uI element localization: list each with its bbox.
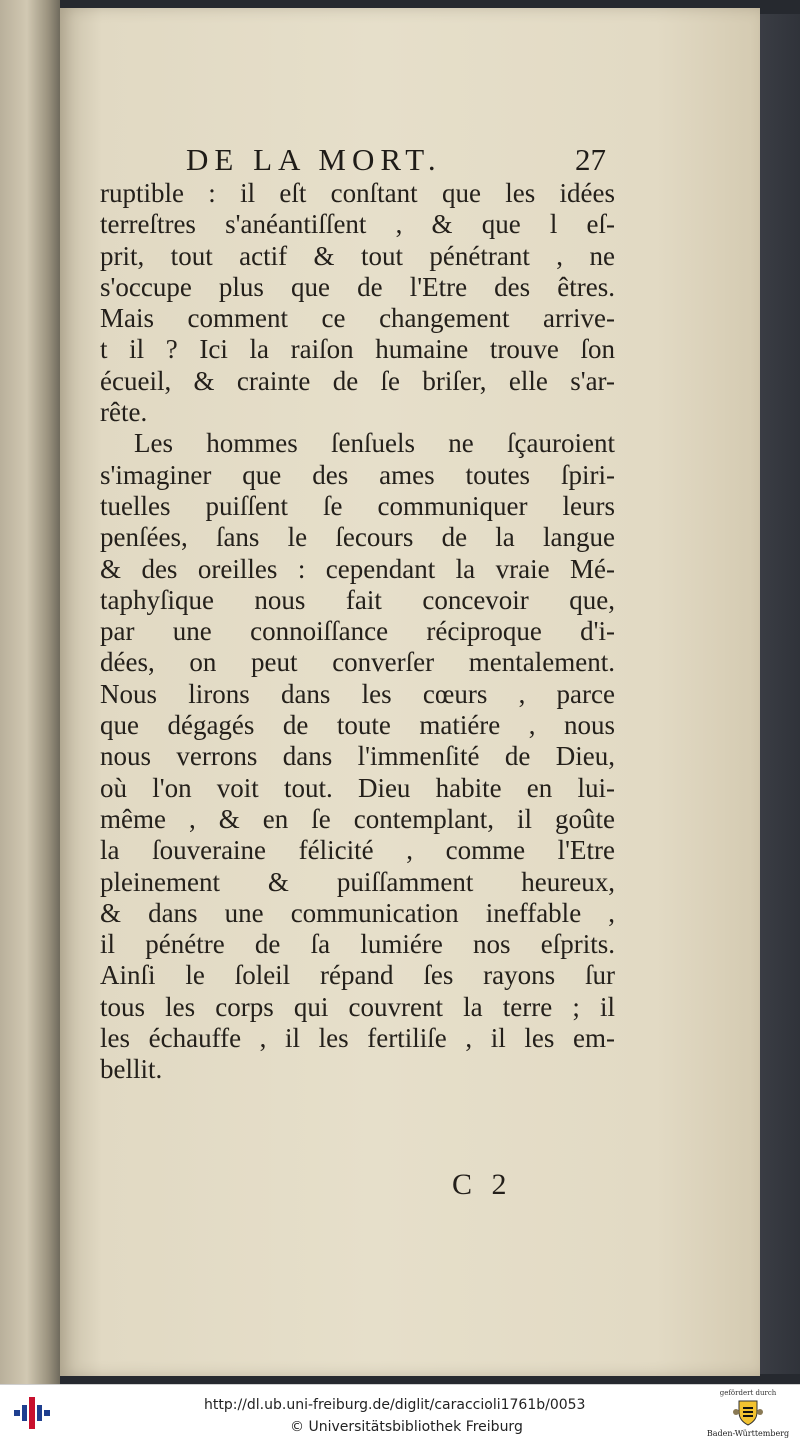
text-line: écueil, & crainte de ſe briſer, elle s'ar- <box>100 365 615 396</box>
text-line: ruptible : il eſt conſtant que les idées <box>100 178 615 208</box>
sponsor-label: gefördert durch <box>719 1389 777 1397</box>
text-line: prit, tout actif & tout pénétrant , ne <box>100 240 615 271</box>
sponsor-name: Baden-Württemberg <box>706 1429 790 1438</box>
text-line: penſées, ſans le ſecours de la langue <box>100 522 615 553</box>
sponsor-block <box>700 1387 796 1439</box>
text-line: Mais comment ce changement arrive- <box>100 303 615 334</box>
page-number: 27 <box>575 142 606 177</box>
text-line: les échauffe , il les fertiliſe , il les em- <box>100 1023 615 1054</box>
permalink-url[interactable]: http://dl.ub.uni-freiburg.de/diglit/caraccioli1761b/0053 <box>204 1397 586 1413</box>
footer-bar <box>0 1384 800 1442</box>
text-line: t il ? Ici la raiſon humaine trouve ſon <box>100 334 615 365</box>
text-line: où l'on voit tout. Dieu habite en lui- <box>100 772 615 803</box>
text-line: dées, on peut converſer mentalement. <box>100 647 615 678</box>
text-line: tous les corps qui couvrent la terre ; il <box>100 991 615 1022</box>
text-line: Ainſi le ſoleil répand ſes rayons ſur <box>100 960 615 991</box>
body-text <box>100 178 615 1086</box>
text-line: la ſouveraine félicité , comme l'Etre <box>100 835 615 866</box>
page-edge-shadow <box>760 14 800 1374</box>
coat-of-arms-icon <box>733 1398 763 1428</box>
facing-page-edge <box>0 0 60 1384</box>
text-line: pleinement & puiſſamment heureux, <box>100 866 615 897</box>
text-line: taphyſique nous fait concevoir que, <box>100 584 615 615</box>
text-line: rête. <box>100 397 148 428</box>
text-line: s'occupe plus que de l'Etre des êtres. <box>100 271 615 302</box>
copyright-notice: © Universitätsbibliothek Freiburg <box>290 1419 523 1435</box>
text-line: nous verrons dans l'immenſité de Dieu, <box>100 741 615 772</box>
text-line: bellit. <box>100 1054 163 1085</box>
text-line: Les hommes ſenſuels ne ſçauroient <box>134 428 615 459</box>
text-line: il pénétre de ſa lumiére nos eſprits. <box>100 929 615 960</box>
text-line: terreſtres s'anéantiſſent , & que l eſ- <box>100 209 615 240</box>
signature-mark: C 2 <box>452 1168 513 1201</box>
text-line: par une connoiſſance réciproque d'i- <box>100 616 615 647</box>
text-line: même , & en ſe contemplant, il goûte <box>100 803 615 834</box>
text-line: tuelles puiſſent ſe communiquer leurs <box>100 490 615 521</box>
text-line: & des oreilles : cependant la vraie Mé- <box>100 553 615 584</box>
library-logo-icon <box>12 1393 52 1433</box>
text-line: que dégagés de toute matiére , nous <box>100 710 615 741</box>
text-line: & dans une communication ineffable , <box>100 897 615 928</box>
text-line: s'imaginer que des ames toutes ſpiri- <box>100 459 615 490</box>
text-line: Nous lirons dans les cœurs , parce <box>100 678 615 709</box>
running-head: DE LA MORT. <box>186 142 442 177</box>
